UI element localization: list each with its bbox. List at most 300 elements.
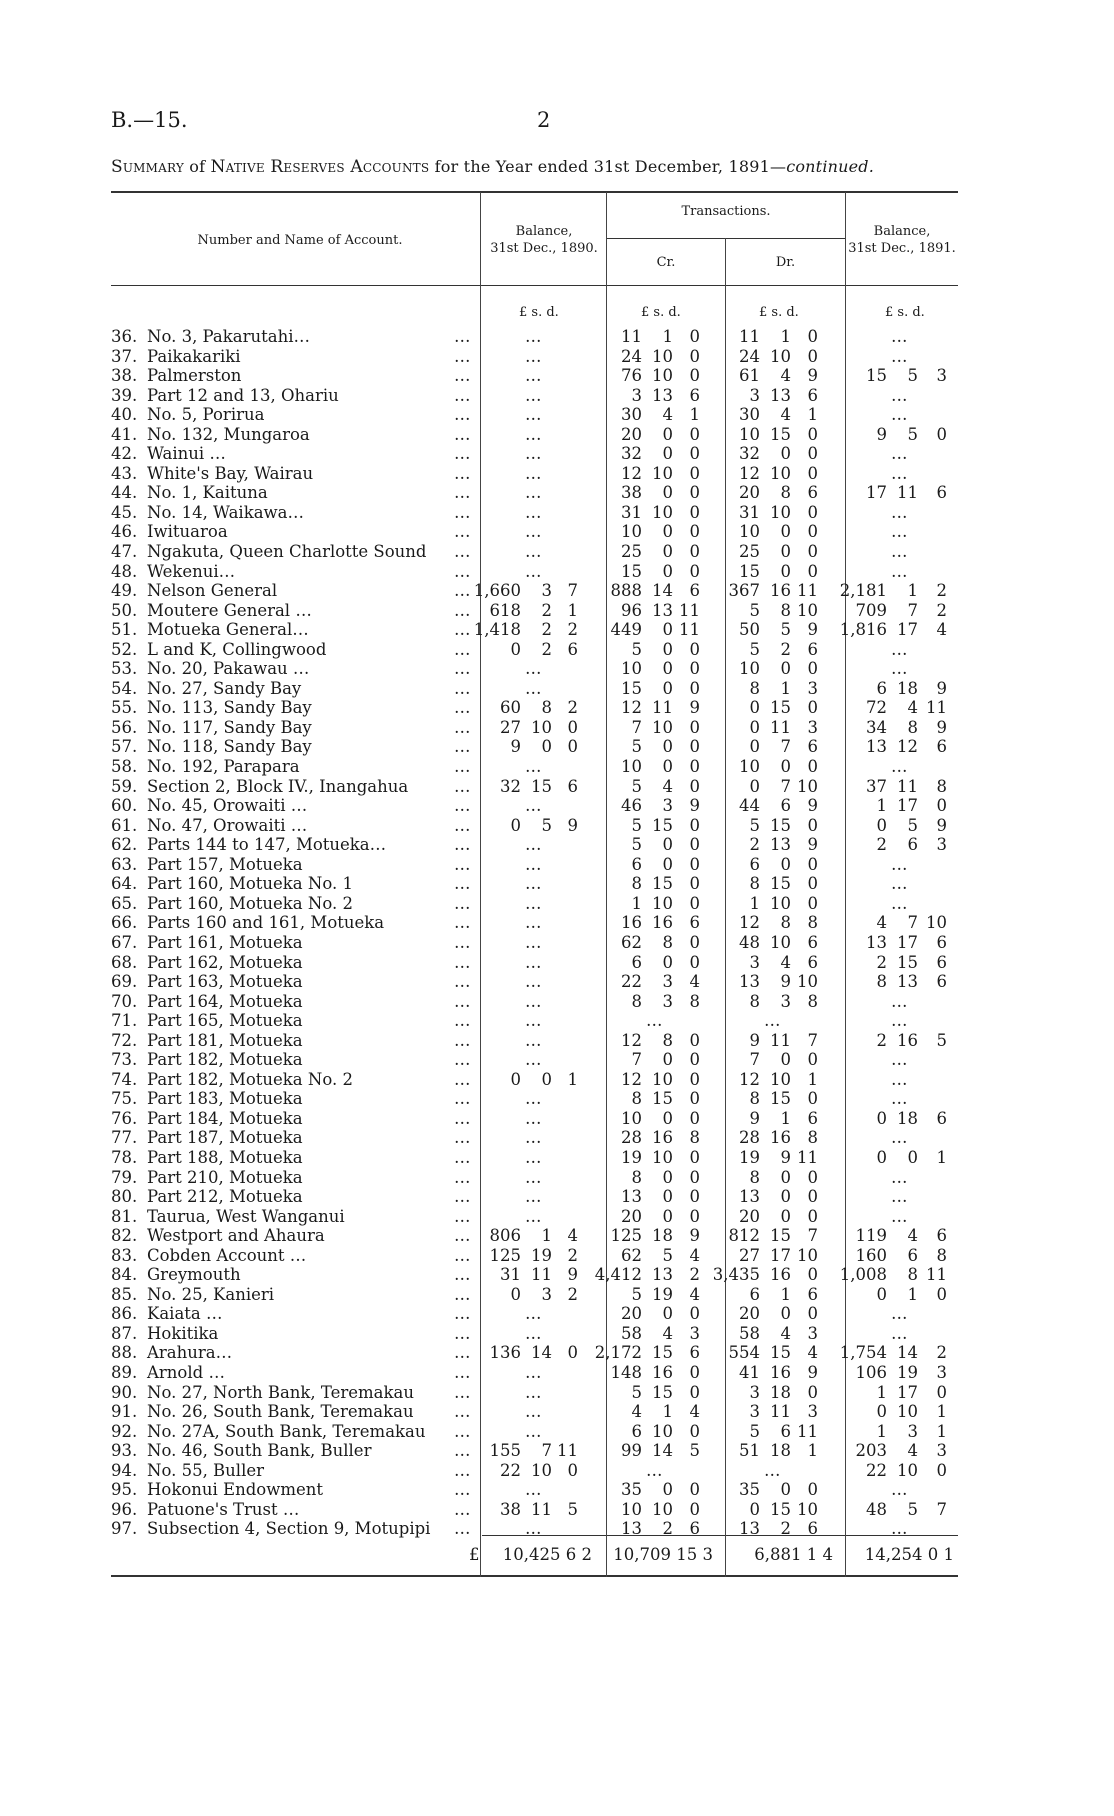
cell-b90-pounds: 32 xyxy=(500,776,521,796)
cell-dr-pounds: 3 xyxy=(749,1402,760,1422)
row-number: 56. xyxy=(111,717,138,737)
row-number: 53. xyxy=(111,659,138,679)
cell-cr-pence: 0 xyxy=(689,1069,700,1089)
cell-dr-shillings: 0 xyxy=(780,522,791,542)
cell-dr-nil: … xyxy=(764,1011,781,1031)
cell-cr-pounds: 10 xyxy=(621,757,642,777)
currency-units-balance-1890: £ s. d. xyxy=(519,305,559,320)
row-number: 77. xyxy=(111,1128,138,1148)
cell-dr-pence: 0 xyxy=(807,757,818,777)
cell-b91-pounds: 13 xyxy=(866,932,887,952)
account-name: Hokonui Endowment xyxy=(147,1480,323,1500)
cell-dr-pounds: 50 xyxy=(739,620,760,640)
cell-cr-pence: 0 xyxy=(689,1108,700,1128)
table-row xyxy=(0,718,1114,738)
cell-b91-nil: … xyxy=(891,327,908,346)
account-name: Ngakuta, Queen Charlotte Sound xyxy=(147,542,427,562)
cell-b91-pounds: 2 xyxy=(876,1030,887,1050)
leader-dots: … xyxy=(454,1089,472,1109)
cell-b91-pence: 0 xyxy=(936,424,947,444)
table-row xyxy=(0,1519,1114,1539)
cell-dr-pence: 9 xyxy=(807,366,818,386)
cell-cr-pence: 0 xyxy=(689,737,700,757)
cell-b91-pounds: 1,816 xyxy=(839,620,887,640)
cell-b91-shillings: 6 xyxy=(907,1245,918,1265)
row-number: 62. xyxy=(111,835,138,855)
account-name: Part 164, Motueka xyxy=(147,991,303,1011)
cell-dr-shillings: 1 xyxy=(780,678,791,698)
cell-b90-pence: 6 xyxy=(567,776,578,796)
leader-dots: … xyxy=(454,1460,472,1480)
cell-cr-pence: 9 xyxy=(689,1226,700,1246)
cell-cr-pounds: 4,412 xyxy=(594,1265,642,1285)
cell-cr-shillings: 0 xyxy=(662,1108,673,1128)
cell-cr-pounds: 20 xyxy=(621,424,642,444)
row-number: 94. xyxy=(111,1460,138,1480)
cell-b91-pence: 6 xyxy=(936,1108,947,1128)
cell-b90-nil: … xyxy=(525,463,542,483)
table-row xyxy=(0,796,1114,816)
table-row xyxy=(0,620,1114,640)
cell-cr-shillings: 15 xyxy=(652,874,673,894)
cell-b90-shillings: 3 xyxy=(541,1284,552,1304)
account-name: Parts 160 and 161, Motueka xyxy=(147,913,385,933)
cell-dr-shillings: 13 xyxy=(770,835,791,855)
row-number: 88. xyxy=(111,1343,138,1363)
account-name: No. 1, Kaituna xyxy=(147,483,268,503)
cell-b91-shillings: 18 xyxy=(897,678,918,698)
cell-cr-pounds: 58 xyxy=(621,1323,642,1343)
cell-cr-shillings: 0 xyxy=(662,561,673,581)
cell-cr-pence: 0 xyxy=(689,952,700,972)
row-number: 37. xyxy=(111,346,138,366)
leader-dots: … xyxy=(454,1108,472,1128)
cell-cr-pounds: 31 xyxy=(621,502,642,522)
cell-dr-pounds: 3 xyxy=(749,1382,760,1402)
account-name: No. 46, South Bank, Buller xyxy=(147,1441,372,1461)
cell-b91-shillings: 18 xyxy=(897,1108,918,1128)
cell-b91-pence: 8 xyxy=(936,776,947,796)
account-name: Kaiata … xyxy=(147,1304,223,1324)
cell-b90-nil: … xyxy=(525,366,542,386)
cell-dr-pence: 6 xyxy=(807,1284,818,1304)
account-name: Part 210, Motueka xyxy=(147,1167,303,1187)
cell-cr-shillings: 18 xyxy=(652,1226,673,1246)
cell-dr-pence: 3 xyxy=(807,717,818,737)
account-name: White's Bay, Wairau xyxy=(147,463,314,483)
cell-b91-pence: 6 xyxy=(936,952,947,972)
cell-b91-nil: … xyxy=(891,1304,908,1324)
leader-dots: … xyxy=(454,1343,472,1363)
cell-b91-pence: 7 xyxy=(936,1499,947,1519)
cell-b91-pence: 1 xyxy=(936,1421,947,1441)
cell-cr-pounds: 6 xyxy=(631,854,642,874)
cell-cr-pounds: 10 xyxy=(621,659,642,679)
cell-b90-shillings: 0 xyxy=(541,737,552,757)
cell-cr-shillings: 0 xyxy=(662,639,673,659)
cell-b91-pounds: 0 xyxy=(876,1402,887,1422)
cell-dr-shillings: 11 xyxy=(770,717,791,737)
account-name: Palmerston xyxy=(147,366,242,386)
row-number: 79. xyxy=(111,1167,138,1187)
cell-cr-pence: 6 xyxy=(689,385,700,405)
cell-b91-shillings: 17 xyxy=(897,796,918,816)
cell-dr-pence: 10 xyxy=(797,776,818,796)
cell-dr-shillings: 0 xyxy=(780,1304,791,1324)
cell-dr-pounds: 3,435 xyxy=(712,1265,760,1285)
cell-cr-pounds: 99 xyxy=(621,1441,642,1461)
header-bottom-rule xyxy=(111,285,958,286)
cell-cr-pence: 0 xyxy=(689,1480,700,1500)
cell-dr-shillings: 15 xyxy=(770,1226,791,1246)
row-number: 95. xyxy=(111,1480,138,1500)
cell-cr-pounds: 13 xyxy=(621,1187,642,1207)
cell-cr-shillings: 14 xyxy=(652,581,673,601)
cell-dr-pounds: 8 xyxy=(749,1089,760,1109)
account-name: Hokitika xyxy=(147,1323,219,1343)
cell-dr-shillings: 15 xyxy=(770,1089,791,1109)
row-number: 48. xyxy=(111,561,138,581)
table-row xyxy=(0,698,1114,718)
cell-dr-shillings: 0 xyxy=(780,1050,791,1070)
cell-dr-pence: 4 xyxy=(807,1343,818,1363)
cell-b91-pence: 3 xyxy=(936,835,947,855)
cell-cr-pounds: 15 xyxy=(621,678,642,698)
cell-dr-shillings: 15 xyxy=(770,815,791,835)
account-name: No. 14, Waikawa… xyxy=(147,502,304,522)
row-number: 80. xyxy=(111,1187,138,1207)
table-row xyxy=(0,1402,1114,1422)
cell-dr-shillings: 15 xyxy=(770,424,791,444)
cell-b90-nil: … xyxy=(525,874,542,894)
cell-b90-nil: … xyxy=(525,346,542,366)
table-row xyxy=(0,874,1114,894)
cell-b91-pounds: 0 xyxy=(876,1108,887,1128)
cell-cr-pence: 0 xyxy=(689,1030,700,1050)
cell-cr-pence: 0 xyxy=(689,1187,700,1207)
cell-b91-shillings: 3 xyxy=(907,1421,918,1441)
cell-dr-pence: 8 xyxy=(807,1128,818,1148)
cell-cr-pence: 0 xyxy=(689,502,700,522)
cell-b90-shillings: 3 xyxy=(541,581,552,601)
cell-b91-pence: 2 xyxy=(936,581,947,601)
cell-b90-nil: … xyxy=(525,502,542,522)
cell-b91-pence: 6 xyxy=(936,972,947,992)
cell-dr-shillings: 13 xyxy=(770,385,791,405)
cell-cr-pounds: 25 xyxy=(621,542,642,562)
cell-cr-shillings: 0 xyxy=(662,483,673,503)
table-row xyxy=(0,601,1114,621)
cell-dr-pounds: 15 xyxy=(739,561,760,581)
cell-cr-pounds: 8 xyxy=(631,874,642,894)
leader-dots: … xyxy=(454,1265,472,1285)
total-bottom-rule xyxy=(111,1575,958,1577)
cell-dr-pounds: 61 xyxy=(739,366,760,386)
leader-dots: … xyxy=(454,1382,472,1402)
leader-dots: … xyxy=(454,1304,472,1324)
cell-b91-pounds: 8 xyxy=(876,972,887,992)
cell-dr-pence: 0 xyxy=(807,502,818,522)
cell-dr-pounds: 41 xyxy=(739,1362,760,1382)
cell-cr-shillings: 0 xyxy=(662,1167,673,1187)
cell-cr-shillings: 3 xyxy=(662,972,673,992)
cell-b91-pence: 6 xyxy=(936,737,947,757)
cell-dr-pounds: 35 xyxy=(739,1480,760,1500)
cell-dr-shillings: 10 xyxy=(770,463,791,483)
cell-cr-pounds: 7 xyxy=(631,717,642,737)
cell-b91-nil: … xyxy=(891,561,908,581)
cell-b91-pence: 11 xyxy=(926,698,947,718)
row-number: 54. xyxy=(111,678,138,698)
cell-b90-nil: … xyxy=(525,991,542,1011)
account-name: No. 3, Pakarutahi… xyxy=(147,327,310,346)
cell-b91-shillings: 13 xyxy=(897,972,918,992)
account-name: Part 188, Motueka xyxy=(147,1147,303,1167)
cell-b90-pounds: 31 xyxy=(500,1265,521,1285)
cell-b91-pounds: 106 xyxy=(855,1362,887,1382)
cell-b91-shillings: 17 xyxy=(897,620,918,640)
cell-dr-pence: 0 xyxy=(807,1206,818,1226)
cell-b90-pence: 5 xyxy=(567,1499,578,1519)
row-number: 63. xyxy=(111,854,138,874)
table-row xyxy=(0,1011,1114,1031)
cell-cr-pence: 0 xyxy=(689,1206,700,1226)
cell-b91-nil: … xyxy=(891,1167,908,1187)
cell-b91-pounds: 9 xyxy=(876,424,887,444)
row-number: 69. xyxy=(111,972,138,992)
cell-b90-nil: … xyxy=(525,1519,542,1539)
cell-cr-shillings: 0 xyxy=(662,659,673,679)
cell-b90-shillings: 10 xyxy=(531,717,552,737)
cell-cr-pence: 0 xyxy=(689,874,700,894)
table-row xyxy=(0,444,1114,464)
cell-cr-pence: 11 xyxy=(679,600,700,620)
leader-dots: … xyxy=(454,405,472,425)
table-row xyxy=(0,1050,1114,1070)
leader-dots: … xyxy=(454,522,472,542)
row-number: 87. xyxy=(111,1323,138,1343)
cell-b91-nil: … xyxy=(891,1480,908,1500)
leader-dots: … xyxy=(454,835,472,855)
cell-b90-nil: … xyxy=(525,542,542,562)
cell-b90-pounds: 155 xyxy=(489,1441,521,1461)
leader-dots: … xyxy=(454,874,472,894)
table-row xyxy=(0,679,1114,699)
cell-cr-pence: 8 xyxy=(689,991,700,1011)
row-number: 86. xyxy=(111,1304,138,1324)
cell-cr-pence: 0 xyxy=(689,1382,700,1402)
balance-label: Balance, xyxy=(873,224,931,239)
table-row xyxy=(0,1168,1114,1188)
cell-b91-nil: … xyxy=(891,1011,908,1031)
cell-b91-nil: … xyxy=(891,639,908,659)
cell-dr-pounds: 3 xyxy=(749,952,760,972)
cell-dr-pence: 0 xyxy=(807,659,818,679)
leader-dots: … xyxy=(454,1421,472,1441)
row-number: 68. xyxy=(111,952,138,972)
cell-b91-pence: 0 xyxy=(936,1460,947,1480)
row-number: 42. xyxy=(111,444,138,464)
account-name: No. 27A, South Bank, Teremakau xyxy=(147,1421,426,1441)
table-row xyxy=(0,1148,1114,1168)
cell-b91-nil: … xyxy=(891,893,908,913)
cell-b90-shillings: 15 xyxy=(531,776,552,796)
cell-cr-shillings: 10 xyxy=(652,502,673,522)
cell-b91-pounds: 2 xyxy=(876,952,887,972)
cell-cr-pence: 5 xyxy=(689,1441,700,1461)
leader-dots: … xyxy=(454,913,472,933)
cell-dr-pounds: 8 xyxy=(749,874,760,894)
cell-b91-shillings: 4 xyxy=(907,698,918,718)
table-row xyxy=(0,522,1114,542)
cell-dr-shillings: 0 xyxy=(780,561,791,581)
leader-dots: … xyxy=(454,561,472,581)
account-name: No. 5, Porirua xyxy=(147,405,265,425)
cell-b91-nil: … xyxy=(891,874,908,894)
cell-cr-shillings: 10 xyxy=(652,1421,673,1441)
cell-dr-pounds: 6 xyxy=(749,854,760,874)
title-part: Summary xyxy=(111,157,184,177)
cell-b91-pence: 6 xyxy=(936,932,947,952)
account-name: Part 187, Motueka xyxy=(147,1128,303,1148)
table-row xyxy=(0,659,1114,679)
cell-cr-pence: 9 xyxy=(689,698,700,718)
cell-cr-shillings: 10 xyxy=(652,463,673,483)
cell-dr-shillings: 0 xyxy=(780,757,791,777)
title-continued: continued. xyxy=(786,157,875,176)
leader-dots: … xyxy=(454,542,472,562)
cell-b90-shillings: 2 xyxy=(541,600,552,620)
cell-cr-shillings: 16 xyxy=(652,913,673,933)
cell-cr-pence: 0 xyxy=(689,1421,700,1441)
cell-dr-pounds: 58 xyxy=(739,1323,760,1343)
cell-cr-pence: 6 xyxy=(689,913,700,933)
cell-cr-shillings: 13 xyxy=(652,1265,673,1285)
row-number: 58. xyxy=(111,757,138,777)
cell-dr-pounds: 31 xyxy=(739,502,760,522)
cell-b91-pence: 0 xyxy=(936,796,947,816)
cell-b90-pence: 2 xyxy=(567,1284,578,1304)
currency-units-balance-1891: £ s. d. xyxy=(885,305,925,320)
cell-b90-nil: … xyxy=(525,1304,542,1324)
cell-b91-shillings: 4 xyxy=(907,1441,918,1461)
cell-dr-pence: 0 xyxy=(807,1265,818,1285)
account-name: Wainui … xyxy=(147,444,226,464)
cell-b90-pence: 2 xyxy=(567,698,578,718)
account-name: Section 2, Block IV., Inangahua xyxy=(147,776,409,796)
cell-cr-pence: 0 xyxy=(689,1362,700,1382)
cell-dr-pounds: 28 xyxy=(739,1128,760,1148)
account-name: Moutere General … xyxy=(147,600,312,620)
cell-b91-shillings: 14 xyxy=(897,1343,918,1363)
cell-dr-shillings: 8 xyxy=(780,913,791,933)
cell-cr-shillings: 5 xyxy=(662,1245,673,1265)
cell-dr-shillings: 10 xyxy=(770,346,791,366)
cell-b90-nil: … xyxy=(525,1187,542,1207)
cell-dr-shillings: 0 xyxy=(780,444,791,464)
row-number: 61. xyxy=(111,815,138,835)
cell-b90-pence: 2 xyxy=(567,1245,578,1265)
cell-b91-shillings: 5 xyxy=(907,366,918,386)
cell-dr-pence: 1 xyxy=(807,1069,818,1089)
cell-dr-pounds: 51 xyxy=(739,1441,760,1461)
row-number: 45. xyxy=(111,502,138,522)
table-row xyxy=(0,737,1114,757)
row-number: 59. xyxy=(111,776,138,796)
cell-b91-nil: … xyxy=(891,757,908,777)
cell-b91-nil: … xyxy=(891,502,908,522)
account-name: No. 118, Sandy Bay xyxy=(147,737,312,757)
cell-cr-shillings: 15 xyxy=(652,1343,673,1363)
table-row xyxy=(0,1226,1114,1246)
cell-cr-shillings: 0 xyxy=(662,522,673,542)
cell-b90-shillings: 11 xyxy=(531,1499,552,1519)
cell-dr-pence: 0 xyxy=(807,424,818,444)
account-name: Taurua, West Wanganui xyxy=(147,1206,345,1226)
total-balance-1891: 14,254 0 1 xyxy=(864,1545,954,1564)
cell-dr-pence: 3 xyxy=(807,678,818,698)
title-part: Native Reserves Accounts xyxy=(210,157,430,177)
cell-cr-pence: 11 xyxy=(679,620,700,640)
table-row xyxy=(0,835,1114,855)
table-row xyxy=(0,640,1114,660)
cell-cr-pence: 0 xyxy=(689,444,700,464)
cell-b90-nil: … xyxy=(525,1167,542,1187)
cell-b91-pounds: 1 xyxy=(876,1421,887,1441)
table-row xyxy=(0,913,1114,933)
leader-dots: … xyxy=(454,796,472,816)
leader-dots: … xyxy=(454,327,472,346)
cell-b90-nil: … xyxy=(525,796,542,816)
leader-dots: … xyxy=(454,424,472,444)
cell-b90-nil: … xyxy=(525,1011,542,1031)
cell-dr-shillings: 0 xyxy=(780,1187,791,1207)
cell-cr-pence: 0 xyxy=(689,1167,700,1187)
cell-cr-pounds: 10 xyxy=(621,1499,642,1519)
leader-dots: … xyxy=(454,600,472,620)
cell-dr-shillings: 8 xyxy=(780,483,791,503)
leader-dots: … xyxy=(454,1050,472,1070)
table-row xyxy=(0,777,1114,797)
cell-b91-pounds: 1,008 xyxy=(839,1265,887,1285)
table-row xyxy=(0,953,1114,973)
row-number: 65. xyxy=(111,893,138,913)
leader-dots: … xyxy=(454,1284,472,1304)
leader-dots: … xyxy=(454,1011,472,1031)
cell-dr-pounds: 13 xyxy=(739,1187,760,1207)
cell-cr-shillings: 16 xyxy=(652,1362,673,1382)
cell-dr-pounds: 12 xyxy=(739,913,760,933)
cell-dr-shillings: 15 xyxy=(770,1343,791,1363)
cell-dr-shillings: 0 xyxy=(780,659,791,679)
cell-cr-pounds: 12 xyxy=(621,1069,642,1089)
cell-dr-shillings: 4 xyxy=(780,366,791,386)
cell-dr-pounds: 8 xyxy=(749,678,760,698)
cell-dr-pounds: 0 xyxy=(749,717,760,737)
account-name: Wekenui… xyxy=(147,561,236,581)
cell-cr-shillings: 10 xyxy=(652,346,673,366)
cell-dr-pounds: 13 xyxy=(739,1519,760,1539)
cell-b90-nil: … xyxy=(525,483,542,503)
leader-dots: … xyxy=(454,893,472,913)
table-row xyxy=(0,1207,1114,1227)
table-row xyxy=(0,1128,1114,1148)
cell-cr-pounds: 20 xyxy=(621,1206,642,1226)
table-row xyxy=(0,757,1114,777)
cell-dr-pence: 8 xyxy=(807,913,818,933)
cell-cr-pence: 0 xyxy=(689,835,700,855)
cell-cr-pounds: 11 xyxy=(621,327,642,346)
